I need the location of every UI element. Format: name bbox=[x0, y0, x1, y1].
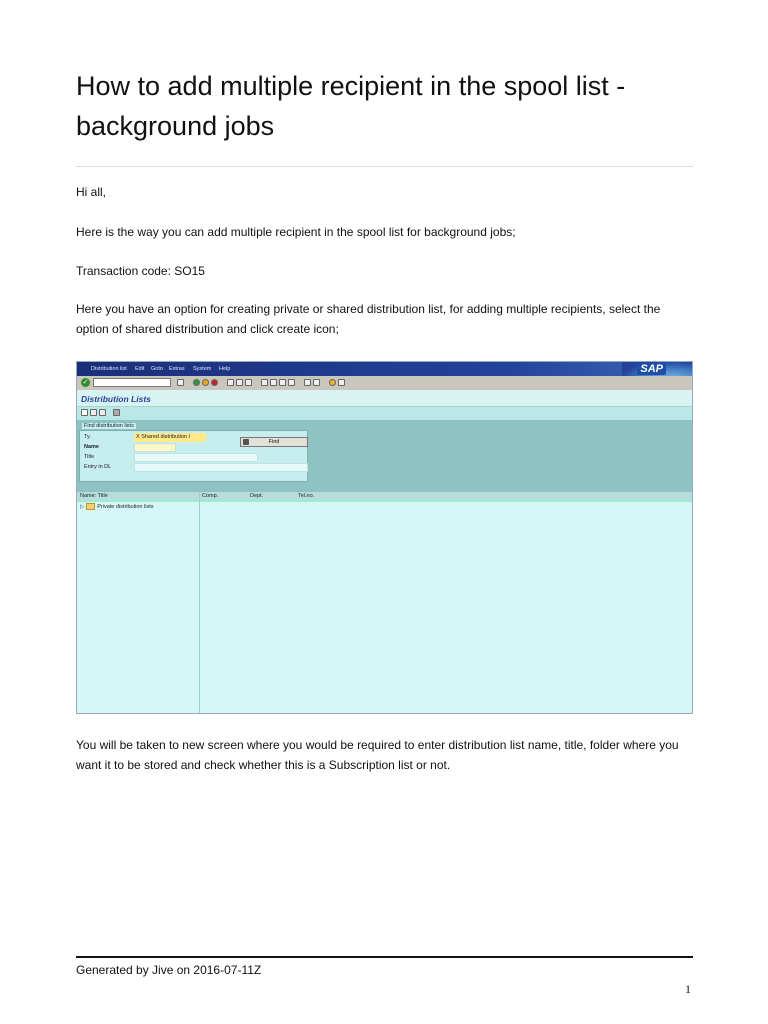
column-name-title[interactable]: Name: Title bbox=[80, 493, 108, 499]
display-icon[interactable] bbox=[99, 409, 106, 416]
instructions-paragraph: Here you have an option for creating private or shared distribution list, for adding multiple recipients, select the option of shared distribution and click create icon; bbox=[76, 302, 661, 336]
menu-extras[interactable]: Extras bbox=[169, 366, 185, 372]
tree-item-label: Private distribution lists bbox=[97, 503, 154, 510]
enter-icon[interactable]: ✓ bbox=[82, 379, 89, 386]
tree-item-private-lists[interactable] bbox=[80, 503, 153, 510]
menu-goto[interactable]: Goto bbox=[151, 366, 163, 372]
footer-generated: Generated by Jive on 2016-07-11Z bbox=[76, 963, 262, 977]
find-next-icon[interactable] bbox=[245, 379, 252, 386]
delete-icon[interactable] bbox=[113, 409, 120, 416]
find-icon[interactable] bbox=[236, 379, 243, 386]
find-distribution-lists-box bbox=[79, 423, 308, 482]
page-number: 1 bbox=[685, 982, 691, 996]
command-field[interactable] bbox=[93, 378, 171, 387]
title-label: Title bbox=[84, 454, 95, 460]
find-box-label: Find distribution lists bbox=[84, 423, 134, 429]
last-page-icon[interactable] bbox=[288, 379, 295, 386]
create-icon[interactable] bbox=[81, 409, 88, 416]
intro-paragraph: Here is the way you can add multiple recipient in the spool list for background jobs; bbox=[76, 225, 516, 239]
first-page-icon[interactable] bbox=[261, 379, 268, 386]
page-title: How to add multiple recipient in the spool list - background jobs bbox=[76, 71, 626, 141]
previous-page-icon[interactable] bbox=[270, 379, 277, 386]
title-divider bbox=[76, 166, 693, 167]
save-icon[interactable] bbox=[177, 379, 184, 386]
print-icon[interactable] bbox=[227, 379, 234, 386]
find-area bbox=[77, 420, 692, 492]
folder-icon bbox=[86, 503, 95, 510]
menu-help[interactable]: Help bbox=[219, 366, 231, 372]
sap-menu-bar bbox=[77, 362, 692, 376]
name-label: Name bbox=[84, 444, 99, 450]
greeting-paragraph: Hi all, bbox=[76, 185, 107, 199]
back-icon[interactable] bbox=[193, 379, 200, 386]
grid-header bbox=[77, 492, 692, 502]
entry-row bbox=[82, 463, 306, 472]
grid-column-divider bbox=[199, 492, 200, 714]
sap-screenshot bbox=[76, 361, 693, 714]
find-button-label: Find bbox=[268, 439, 280, 445]
sap-standard-toolbar bbox=[77, 376, 692, 391]
find-button[interactable] bbox=[240, 437, 308, 447]
cancel-icon[interactable] bbox=[211, 379, 218, 386]
transaction-code-paragraph: Transaction code: SO15 bbox=[76, 264, 205, 278]
change-icon[interactable] bbox=[90, 409, 97, 416]
name-input[interactable] bbox=[134, 443, 176, 452]
exit-icon[interactable] bbox=[202, 379, 209, 386]
entry-input[interactable] bbox=[134, 463, 308, 472]
sap-application-toolbar bbox=[77, 406, 692, 421]
column-telno[interactable]: Tel.no. bbox=[298, 493, 315, 499]
expand-arrow-icon[interactable]: ▷ bbox=[80, 503, 85, 510]
next-page-icon[interactable] bbox=[279, 379, 286, 386]
menu-edit[interactable]: Edit bbox=[135, 366, 145, 372]
sap-title-bar bbox=[77, 390, 692, 406]
help-icon[interactable] bbox=[329, 379, 336, 386]
menu-system[interactable]: System bbox=[193, 366, 212, 372]
type-label: Ty. bbox=[84, 434, 91, 440]
menu-distribution-list[interactable]: Distribution list bbox=[91, 366, 127, 372]
sap-logo: SAP bbox=[637, 363, 666, 375]
binoculars-icon bbox=[243, 439, 249, 445]
layout-icon[interactable] bbox=[338, 379, 345, 386]
column-comp[interactable]: Comp. bbox=[202, 493, 219, 499]
next-screen-paragraph: You will be taken to new screen where you would be required to enter distribution list name, title, folder where you want it to be stored and check whether this is a Subscription list or not. bbox=[76, 738, 679, 772]
footer-divider bbox=[76, 956, 693, 958]
title-row bbox=[82, 453, 306, 462]
new-session-icon[interactable] bbox=[304, 379, 311, 386]
title-input[interactable] bbox=[134, 453, 258, 462]
column-dept[interactable]: Dept. bbox=[250, 493, 264, 499]
type-dropdown[interactable]: X Shared distribution l bbox=[134, 433, 206, 442]
entry-label: Entry in DL bbox=[84, 464, 112, 470]
screen-title: Distribution Lists bbox=[81, 394, 151, 404]
shortcut-icon[interactable] bbox=[313, 379, 320, 386]
